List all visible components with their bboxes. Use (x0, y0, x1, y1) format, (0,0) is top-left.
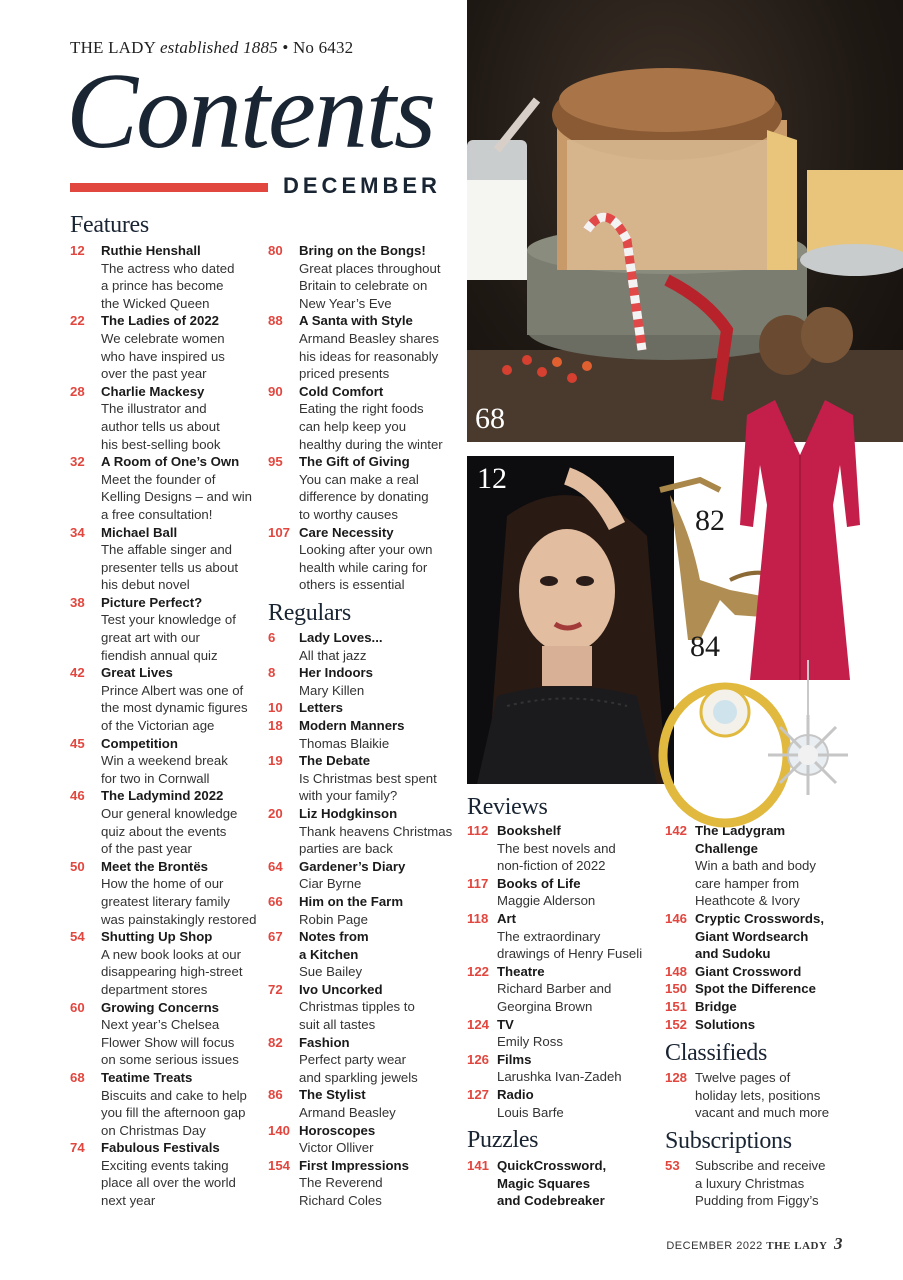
page-number-ref: 42 (70, 665, 85, 681)
footer-brand: THE LADY (766, 1240, 828, 1252)
contents-entry (467, 1157, 657, 1210)
contents-entry (268, 383, 458, 453)
entry-description: The best novels and non-fiction of 2022 (497, 840, 616, 874)
entry-title: Radio (497, 1086, 534, 1102)
entry-title: Him on the Farm (299, 893, 404, 909)
page-title: Contents (66, 52, 435, 171)
page-number-ref: 140 (268, 1122, 291, 1138)
contents-entry (665, 822, 865, 910)
entry-description: All that jazz (299, 647, 367, 663)
contents-entry (268, 453, 458, 523)
page-number-ref: 34 (70, 524, 85, 540)
entry-title: Bridge (695, 998, 737, 1014)
issue-number: • No 6432 (282, 38, 354, 57)
entry-description: You can make a real difference by donating to worthy causes (299, 471, 429, 522)
contents-entry (70, 594, 266, 664)
entry-title: Shutting Up Shop (101, 929, 213, 945)
page-number-ref: 122 (467, 963, 490, 979)
page-number-ref: 126 (467, 1051, 490, 1067)
contents-entry (268, 242, 458, 312)
entry-description: How the home of our greatest literary family was painstakingly restored (101, 876, 257, 927)
contents-entry (467, 1051, 657, 1086)
entry-title: Gardener’s Diary (299, 858, 406, 874)
entry-title: A Santa with Style (299, 313, 413, 329)
contents-entry (665, 1157, 865, 1210)
contents-entry (268, 664, 458, 699)
contents-entry (467, 822, 657, 875)
contents-entry (268, 805, 458, 858)
contents-entry (665, 1016, 865, 1034)
page-number-ref: 127 (467, 1086, 490, 1102)
entry-title: Art (497, 910, 517, 926)
page-number-ref: 148 (665, 963, 688, 979)
section-features: Features (70, 212, 149, 238)
contents-entry (665, 910, 865, 963)
entry-title: The Gift of Giving (299, 454, 410, 470)
contents-entry (268, 858, 458, 893)
page-number-ref: 45 (70, 735, 85, 751)
page-number-ref: 53 (665, 1158, 680, 1173)
entry-title: Liz Hodgkinson (299, 805, 398, 821)
contents-entry (467, 1016, 657, 1051)
contents-entry (268, 1157, 458, 1210)
page-number-ref: 66 (268, 893, 283, 909)
contents-entry (268, 699, 458, 717)
contents-entry (70, 735, 266, 788)
contents-entry (268, 717, 458, 752)
contents-entry (268, 1086, 458, 1121)
page-number-ref: 72 (268, 981, 283, 997)
title-underline (70, 183, 268, 192)
entry-description: Our general knowledge quiz about the events of the past year (101, 806, 238, 857)
page-number-ref: 90 (268, 383, 283, 399)
brand-name: THE LADY (70, 38, 156, 57)
page-number-ref: 68 (70, 1069, 85, 1085)
section-subscriptions: Subscriptions (665, 1128, 792, 1154)
entry-description: Thomas Blaikie (299, 735, 390, 751)
page-number-ref: 54 (70, 929, 85, 945)
page-number-ref: 46 (70, 788, 85, 804)
entry-title: Solutions (695, 1016, 756, 1032)
contents-entry (70, 858, 266, 928)
dress-illustration (735, 395, 865, 685)
contents-entry (70, 999, 266, 1069)
panettone-photo (467, 0, 903, 442)
image-page-number-82: 82 (695, 504, 725, 537)
entry-description: Armand Beasley (299, 1105, 396, 1121)
page-number-ref: 6 (268, 630, 276, 645)
contents-entry (268, 981, 458, 1034)
entry-title: Meet the Brontës (101, 858, 208, 874)
entry-title: Bookshelf (497, 823, 561, 838)
contents-entry (70, 928, 266, 998)
entry-description: The illustrator and author tells us about his best-selling book (101, 401, 221, 452)
entry-description: Subscribe and receive a luxury Christmas Pudding from Figgy’s (695, 1158, 826, 1209)
entry-description: Looking after your own health while caring for others is essential (299, 542, 433, 593)
entry-description: Louis Barfe (497, 1104, 564, 1120)
entry-description: Test your knowledge of great art with our fiendish annual quiz (101, 612, 236, 663)
entry-title: Ivo Uncorked (299, 981, 383, 997)
entry-title: Letters (299, 700, 343, 716)
entry-title: Spot the Difference (695, 981, 816, 997)
entry-title: Her Indoors (299, 665, 374, 681)
section-classifieds: Classifieds (665, 1040, 768, 1066)
entry-title: Modern Manners (299, 717, 405, 733)
page-number-ref: 128 (665, 1070, 688, 1085)
entry-title: Charlie Mackesy (101, 383, 205, 399)
entry-title: Giant Crossword (695, 963, 802, 979)
entry-title: Ruthie Henshall (101, 243, 201, 258)
entry-title: Horoscopes (299, 1122, 376, 1138)
page-number-ref: 67 (268, 929, 283, 945)
contents-entry (70, 1139, 266, 1209)
entry-title: Films (497, 1051, 532, 1067)
entry-title: Picture Perfect? (101, 594, 203, 610)
entry-description: Next year’s Chelsea Flower Show will focus on some serious issues (101, 1017, 239, 1068)
contents-entry (268, 629, 458, 664)
entry-title: Fashion (299, 1034, 350, 1050)
contents-entry (70, 664, 266, 734)
page-number-ref: 18 (268, 717, 283, 733)
entry-title: Books of Life (497, 875, 581, 891)
section-reviews: Reviews (467, 794, 548, 820)
entry-description: Mary Killen (299, 682, 365, 698)
contents-entry (665, 998, 865, 1016)
contents-entry (268, 928, 458, 981)
contents-entry (70, 524, 266, 594)
entry-description: Emily Ross (497, 1034, 563, 1050)
entry-title: First Impressions (299, 1157, 409, 1173)
entry-title: Lady Loves... (299, 630, 383, 645)
page-number-ref: 12 (70, 243, 85, 258)
entry-description: Win a bath and body care hamper from Heathcote & Ivory (695, 858, 816, 909)
contents-entry (268, 752, 458, 805)
entry-description: Maggie Alderson (497, 893, 596, 909)
page-number-ref: 82 (268, 1034, 283, 1050)
page-number-ref: 22 (70, 313, 85, 329)
entry-title: Notes from a Kitchen (299, 929, 369, 962)
entry-description: Win a weekend break for two in Cornwall (101, 753, 228, 786)
entry-title: The Ladymind 2022 (101, 788, 224, 804)
contents-entry (665, 963, 865, 981)
contents-entry (70, 383, 266, 453)
entry-title: Cryptic Crosswords, Giant Wordsearch and Sudoku (695, 910, 824, 962)
entry-description: Biscuits and cake to help you fill the afternoon gap on Christmas Day (101, 1087, 247, 1138)
entry-description: Larushka Ivan-Zadeh (497, 1069, 622, 1085)
established-text: established 1885 (159, 38, 278, 57)
contents-entry (70, 242, 266, 312)
entry-title: Competition (101, 735, 178, 751)
entry-description: Armand Beasley shares his ideas for reasonably priced presents (299, 330, 440, 382)
contents-entry (467, 963, 657, 1016)
page-number-ref: 80 (268, 243, 283, 258)
page-number-ref: 64 (268, 858, 283, 874)
jewellery-illustration (650, 660, 875, 835)
entry-title: A Room of One’s Own (101, 454, 240, 470)
page-number-ref: 152 (665, 1016, 688, 1032)
entry-title: QuickCrossword, Magic Squares and Codebreaker (497, 1158, 607, 1209)
entry-description: The affable singer and presenter tells us about his debut novel (101, 542, 239, 593)
section-puzzles: Puzzles (467, 1127, 539, 1153)
contents-entry (268, 524, 458, 594)
page-number-ref: 28 (70, 383, 85, 399)
contents-entry (268, 312, 458, 382)
page-number-ref: 20 (268, 805, 283, 821)
entry-title: Theatre (497, 963, 545, 979)
page-number: 3 (834, 1234, 843, 1253)
page-number-ref: 117 (467, 875, 489, 891)
entry-description: Victor Olliver (299, 1140, 374, 1156)
entry-title: Care Necessity (299, 524, 394, 540)
puzzles-list (467, 1157, 657, 1210)
contents-entry (268, 1122, 458, 1157)
features-list-col1 (70, 242, 266, 1210)
entry-title: Michael Ball (101, 524, 178, 540)
entry-description: Sue Bailey (299, 964, 363, 980)
regulars-list (268, 629, 458, 1210)
page-number-ref: 146 (665, 910, 688, 926)
entry-title: The Debate (299, 753, 371, 769)
entry-description: The Reverend Richard Coles (299, 1175, 383, 1208)
entry-description: Great places throughout Britain to celebrate on New Year’s Eve (299, 260, 441, 311)
page-number-ref: 60 (70, 999, 85, 1015)
entry-description: Prince Albert was one of the most dynamic figures of the Victorian age (101, 682, 248, 734)
page-number-ref: 86 (268, 1087, 283, 1103)
page-number-ref: 10 (268, 700, 283, 716)
puzzles-list-right (665, 822, 865, 1033)
entry-description: Meet the founder of Kelling Designs – and win a free consultation! (101, 471, 253, 522)
month-label: DECEMBER (283, 173, 441, 198)
page-number-ref: 112 (467, 823, 489, 838)
contents-entry (70, 312, 266, 382)
page-number-ref: 38 (70, 594, 85, 610)
features-list-col2 (268, 242, 458, 594)
contents-entry (70, 1069, 266, 1139)
panettone-illustration (467, 0, 903, 442)
entry-description: Is Christmas best spent with your family? (299, 770, 437, 804)
contents-entry (268, 1034, 458, 1087)
page-number-ref: 19 (268, 753, 283, 769)
entry-description: We celebrate women who have inspired us over the past year (101, 330, 225, 382)
contents-entry (268, 893, 458, 928)
page-number-ref: 32 (70, 454, 85, 470)
entry-title: Cold Comfort (299, 383, 384, 399)
page-number-ref: 118 (467, 910, 489, 926)
contents-entry (665, 1069, 865, 1122)
image-page-number-68: 68 (475, 402, 505, 435)
entry-title: The Stylist (299, 1087, 366, 1103)
subscriptions-list (665, 1157, 865, 1210)
entry-description: Perfect party wear and sparkling jewels (299, 1052, 418, 1085)
page-number-ref: 151 (665, 998, 688, 1014)
classifieds-list (665, 1069, 865, 1122)
entry-title: The Ladies of 2022 (101, 313, 219, 329)
page-footer (666, 1234, 843, 1254)
entry-description: Thank heavens Christmas parties are back (299, 823, 453, 857)
entry-title: The Ladygram Challenge (695, 823, 786, 856)
page-number-ref: 95 (268, 454, 283, 470)
entry-description: The extraordinary drawings of Henry Fuseli (497, 928, 643, 962)
page-number-ref: 124 (467, 1016, 490, 1032)
entry-title: Growing Concerns (101, 999, 219, 1015)
page-number-ref: 107 (268, 524, 291, 540)
contents-entry (467, 875, 657, 910)
page-number-ref: 74 (70, 1140, 85, 1156)
entry-description: Christmas tipples to suit all tastes (299, 999, 415, 1033)
footer-issue: DECEMBER 2022 (666, 1240, 763, 1252)
page-number-ref: 150 (665, 981, 688, 997)
page-number-ref: 88 (268, 313, 283, 329)
entry-description: Eating the right foods can help keep you healthy during the winter (299, 401, 443, 452)
entry-title: Fabulous Festivals (101, 1140, 220, 1156)
image-page-number-12: 12 (477, 462, 507, 495)
contents-entry (70, 453, 266, 523)
entry-title: Great Lives (101, 665, 173, 681)
entry-description: The actress who dated a prince has become the Wicked Queen (101, 260, 235, 311)
contents-entry (70, 787, 266, 857)
entry-description: Robin Page (299, 911, 368, 927)
page-number-ref: 50 (70, 858, 85, 874)
page-number-ref: 142 (665, 823, 688, 838)
entry-title: TV (497, 1016, 514, 1032)
page-number-ref: 154 (268, 1157, 291, 1173)
entry-description: A new book looks at our disappearing high-street department stores (101, 946, 243, 997)
contents-entry (467, 1086, 657, 1121)
page-number-ref: 141 (467, 1158, 490, 1173)
entry-description: Exciting events taking place all over the world next year (101, 1157, 236, 1209)
section-regulars: Regulars (268, 600, 351, 626)
page-number-ref: 8 (268, 665, 276, 681)
entry-description: Ciar Byrne (299, 876, 362, 892)
contents-entry (665, 980, 865, 998)
entry-description: Richard Barber and Georgina Brown (497, 981, 612, 1014)
entry-title: Teatime Treats (101, 1069, 193, 1085)
entry-title: Bring on the Bongs! (299, 243, 426, 258)
reviews-list (467, 822, 657, 1121)
contents-entry (467, 910, 657, 963)
entry-description: Twelve pages of holiday lets, positions vacant and much more (695, 1070, 830, 1121)
image-page-number-84: 84 (690, 630, 720, 663)
